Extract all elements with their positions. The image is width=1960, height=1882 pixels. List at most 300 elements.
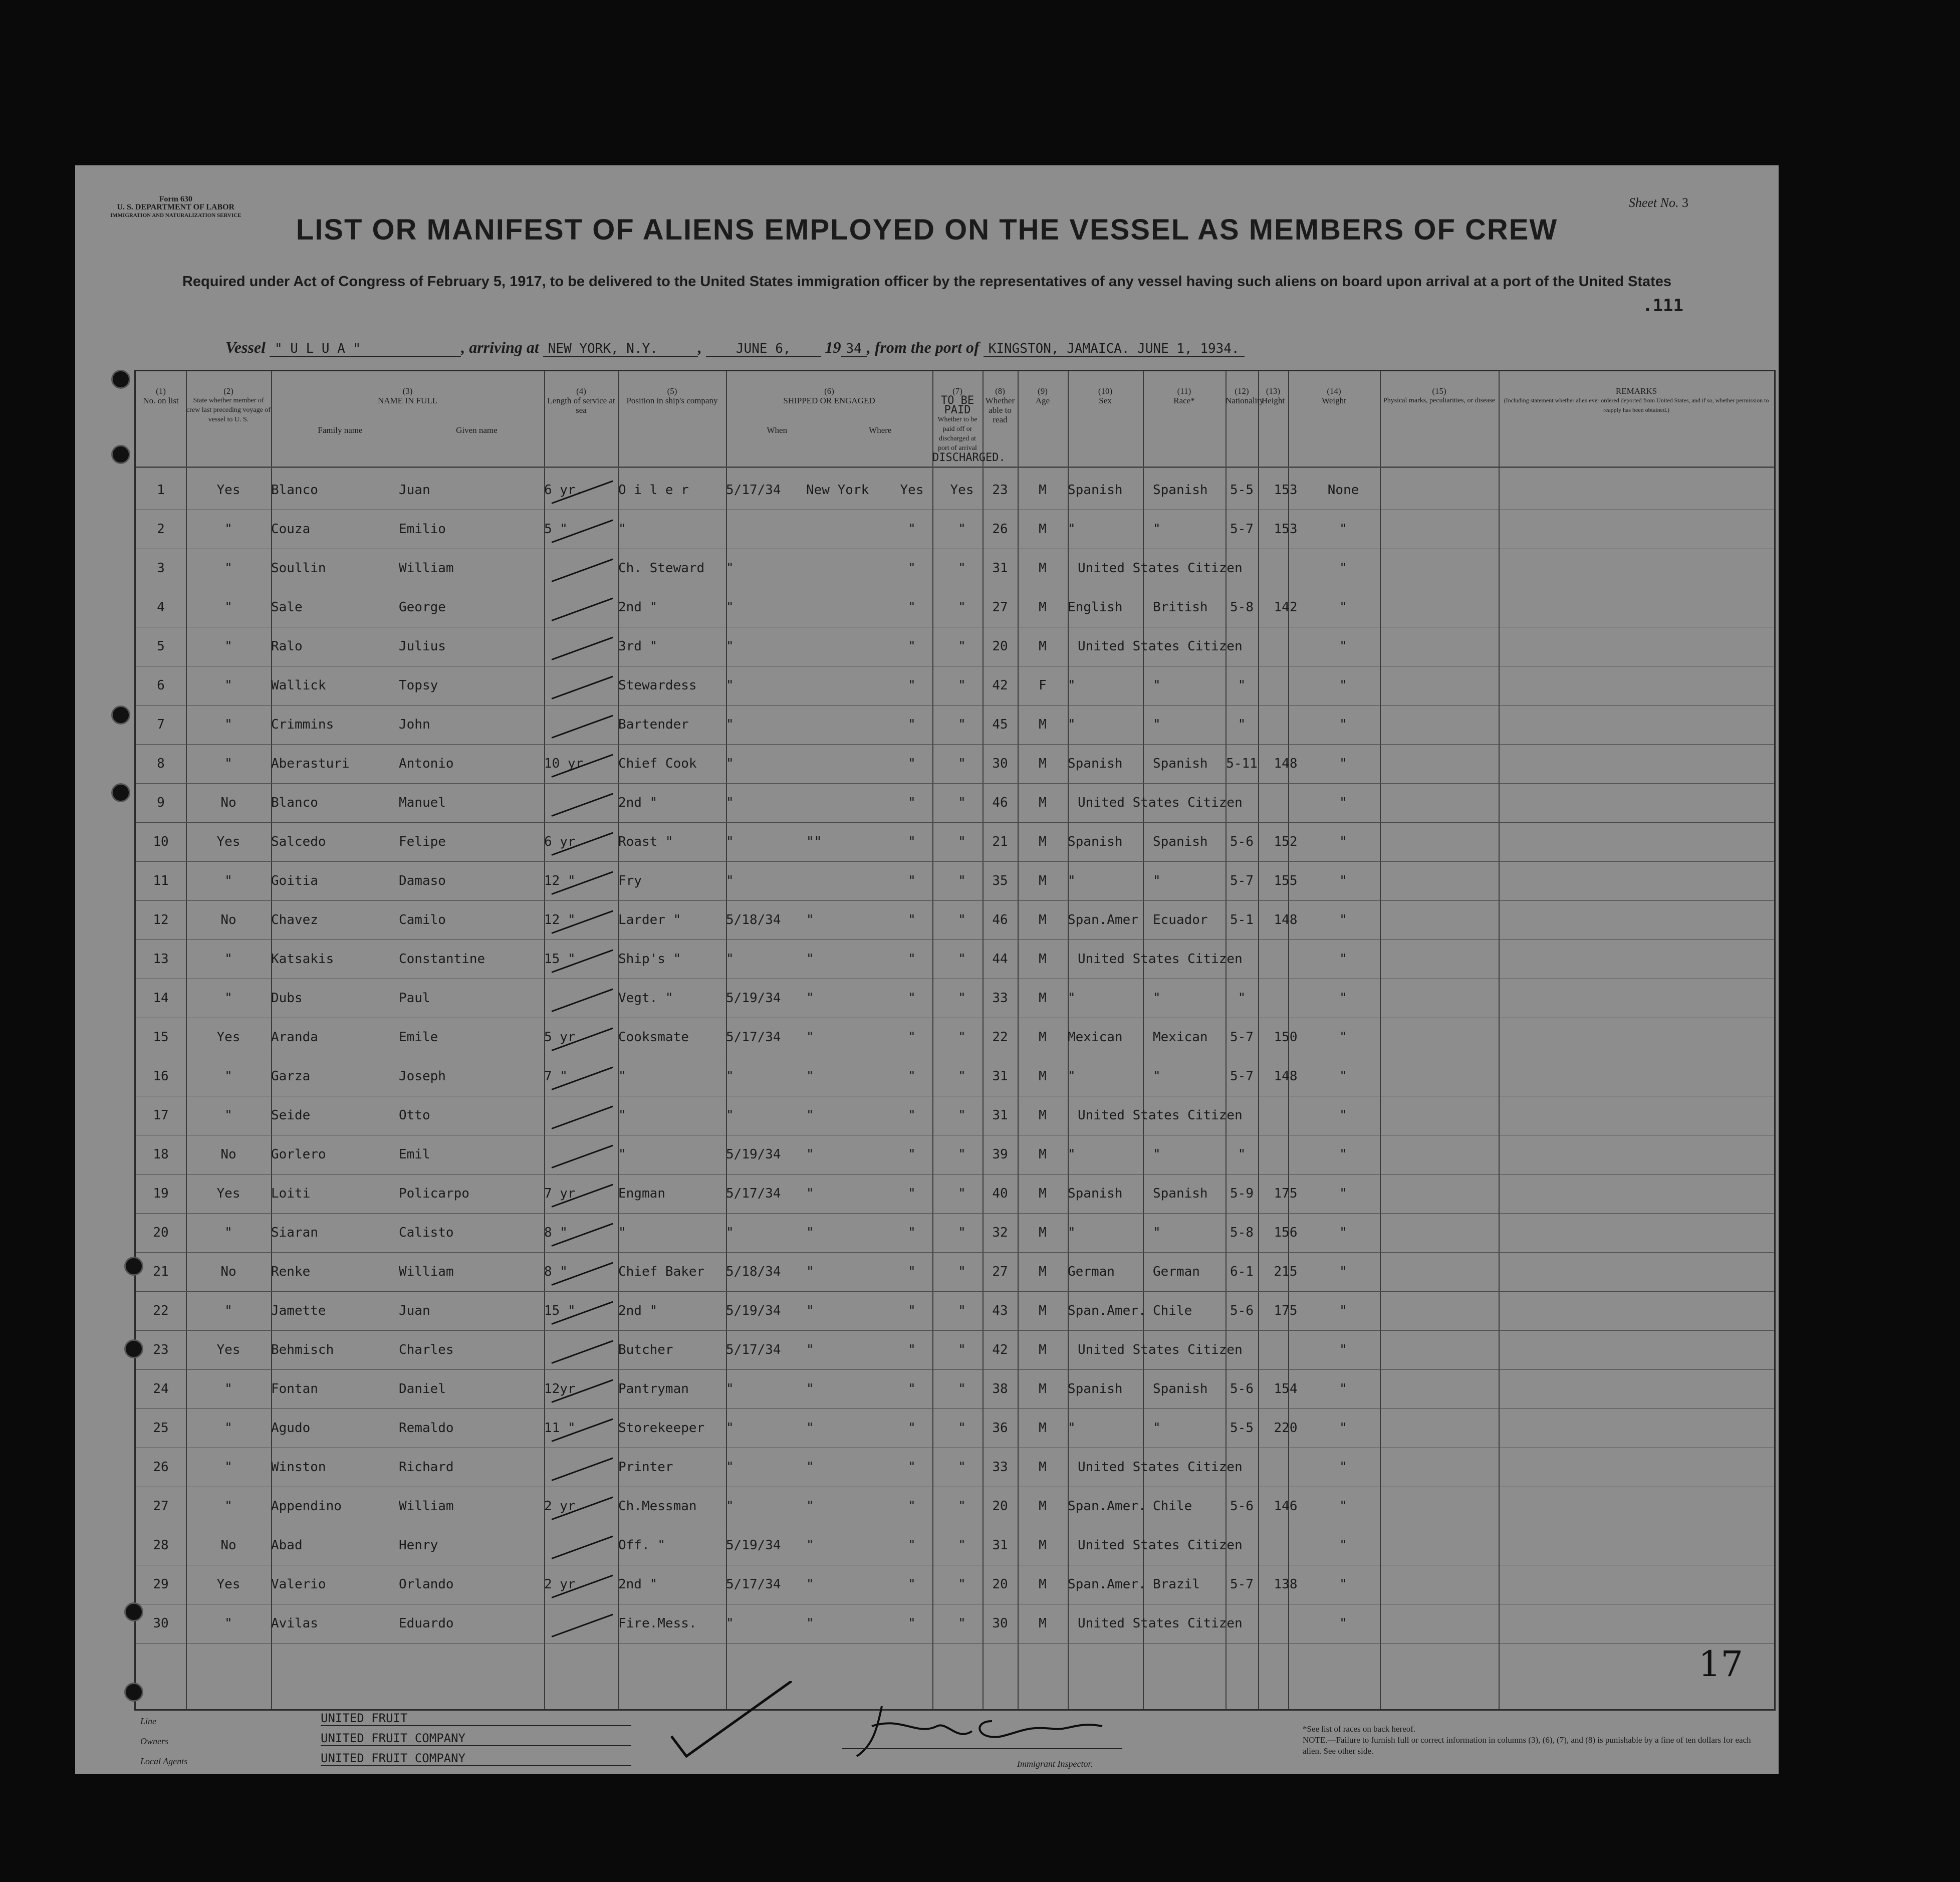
cell-paid: ": [908, 1538, 916, 1553]
cell-paid: ": [908, 1577, 916, 1592]
cell-n: 7: [157, 717, 165, 732]
cell-n: 23: [153, 1342, 169, 1357]
cell-where: ": [806, 1108, 814, 1123]
cell-len: 2 yr: [544, 1499, 576, 1514]
column-header: [186, 386, 271, 424]
cell-w: 155: [1274, 873, 1298, 888]
cell-sex: M: [1039, 483, 1047, 498]
cell-race: Spanish: [1068, 1186, 1123, 1201]
cell-h: 6-1: [1230, 1264, 1254, 1279]
column-header: [1226, 386, 1264, 405]
cell-h: 5-8: [1230, 1225, 1254, 1240]
cell-pos: 2nd ": [618, 1577, 658, 1592]
cell-nat: ": [1153, 1069, 1161, 1084]
cell-giv: Otto: [399, 1108, 430, 1123]
cell-when: 5/17/34: [726, 1030, 781, 1045]
cell-age: 31: [992, 1538, 1008, 1553]
cell-pos: Fry: [618, 873, 642, 888]
cell-marks: ": [1339, 952, 1347, 967]
cell-race: ": [1068, 717, 1076, 732]
column-number: (10): [1098, 386, 1113, 396]
cell-len: 6 yr: [544, 834, 576, 849]
cell-race: Spanish: [1068, 1381, 1123, 1396]
column-header: [1018, 386, 1068, 405]
cell-h: 5-5: [1230, 1421, 1254, 1436]
cell-pos: ": [618, 1069, 626, 1084]
table-row: [136, 628, 1774, 667]
cell-h: 5-7: [1230, 1030, 1254, 1045]
cell-sex: M: [1039, 1030, 1047, 1045]
cell-marks: ": [1339, 561, 1347, 576]
cell-marks: ": [1339, 1147, 1347, 1162]
form-dept: U. S. DEPARTMENT OF LABOR: [117, 203, 235, 211]
cell-prev: ": [224, 952, 232, 967]
form-number: Form 630: [159, 195, 192, 203]
column-header: [983, 386, 1018, 424]
cell-fam: Jamette: [271, 1303, 326, 1318]
cell-paid: ": [908, 522, 916, 537]
check-stroke: [551, 598, 613, 621]
table-row: [136, 472, 1774, 511]
cell-when: ": [726, 1616, 734, 1631]
cell-w: 156: [1274, 1225, 1298, 1240]
cell-n: 4: [157, 600, 165, 615]
cell-read: ": [958, 952, 966, 967]
cell-h: ": [1238, 991, 1246, 1006]
vessel-name: " U L U A ": [270, 341, 461, 357]
year-prefix: 19: [825, 338, 841, 356]
cell-marks: ": [1339, 1030, 1347, 1045]
cell-fam: Crimmins: [271, 717, 334, 732]
cell-nat: ": [1153, 1225, 1161, 1240]
cell-marks: ": [1339, 1499, 1347, 1514]
cell-prev: Yes: [216, 483, 240, 498]
row-rule: [136, 1291, 1774, 1292]
cell-w: 150: [1274, 1030, 1298, 1045]
cell-where: ": [806, 991, 814, 1006]
table-row: [136, 1605, 1774, 1644]
cell-age: 22: [992, 1030, 1008, 1045]
cell-when: 5/19/34: [726, 1147, 781, 1162]
cell-fam: Soullin: [271, 561, 326, 576]
cell-when: ": [726, 834, 734, 849]
cell-h: ": [1238, 1147, 1246, 1162]
cell-sex: M: [1039, 991, 1047, 1006]
cell-len: 15 ": [544, 1303, 576, 1318]
table-row: [136, 1331, 1774, 1370]
column-header: [1288, 386, 1380, 405]
cell-marks: ": [1339, 1342, 1347, 1357]
cell-h: ": [1238, 717, 1246, 732]
cell-fam: Agudo: [271, 1421, 311, 1436]
table-row: [136, 1566, 1774, 1605]
column-label: Physical marks, peculiarities, or disease: [1383, 397, 1496, 404]
cell-race: United States Citizen: [1078, 1460, 1243, 1475]
check-stroke: [551, 989, 613, 1012]
footer: [110, 1711, 1779, 1774]
cell-fam: Dubs: [271, 991, 303, 1006]
cell-sex: M: [1039, 912, 1047, 927]
row-rule: [136, 1369, 1774, 1370]
cell-nat: Chile: [1153, 1303, 1192, 1318]
row-rule: [136, 861, 1774, 862]
cell-paid: ": [908, 600, 916, 615]
cell-marks: ": [1339, 600, 1347, 615]
owners-value: UNITED FRUIT COMPANY: [321, 1731, 631, 1746]
cell-age: 31: [992, 1069, 1008, 1084]
cell-where: "": [806, 834, 822, 849]
cell-marks: None: [1327, 483, 1359, 498]
cell-race: Spanish: [1068, 483, 1123, 498]
cell-race: Span.Amer.: [1068, 1499, 1146, 1514]
cell-race: Spanish: [1068, 756, 1123, 771]
cell-len: 8 ": [544, 1264, 568, 1279]
cell-giv: William: [399, 561, 454, 576]
cell-marks: ": [1339, 1577, 1347, 1592]
cell-read: ": [958, 678, 966, 693]
cell-nat: Spanish: [1153, 483, 1208, 498]
check-stroke: [551, 676, 613, 699]
cell-w: 215: [1274, 1264, 1298, 1279]
cell-read: ": [958, 834, 966, 849]
column-label: Height: [1261, 396, 1285, 405]
cell-race: Span.Amer.: [1068, 1577, 1146, 1592]
column-label: No. on list: [143, 396, 179, 405]
cell-len: 12yr: [544, 1381, 576, 1396]
cell-sex: M: [1039, 1069, 1047, 1084]
vessel-label: Vessel: [225, 338, 266, 356]
cell-h: 5-7: [1230, 873, 1254, 888]
cell-when: 5/19/34: [726, 991, 781, 1006]
punch-hole: [124, 1257, 143, 1276]
cell-nat: Spanish: [1153, 756, 1208, 771]
column-header: [1380, 386, 1499, 405]
column-number: (3): [402, 386, 413, 396]
check-stroke: [551, 1145, 613, 1168]
cell-nat: Ecuador: [1153, 912, 1208, 927]
cell-giv: Daniel: [399, 1381, 446, 1396]
column-number: (14): [1327, 386, 1341, 396]
cell-h: 5-6: [1230, 1303, 1254, 1318]
cell-marks: ": [1339, 1421, 1347, 1436]
cell-where: ": [806, 1030, 814, 1045]
cell-pos: 2nd ": [618, 600, 658, 615]
cell-when: 5/17/34: [726, 1577, 781, 1592]
cell-giv: Orlando: [399, 1577, 454, 1592]
cell-prev: Yes: [216, 1186, 240, 1201]
cell-read: ": [958, 756, 966, 771]
cell-giv: Juan: [399, 483, 430, 498]
table-row: [136, 1058, 1774, 1097]
cell-n: 13: [153, 952, 169, 967]
cell-sex: M: [1039, 1147, 1047, 1162]
cell-paid: ": [908, 795, 916, 810]
table-row: [136, 980, 1774, 1019]
cell-where: ": [806, 1381, 814, 1396]
table-row: [136, 940, 1774, 980]
cell-n: 25: [153, 1421, 169, 1436]
cell-w: 148: [1274, 756, 1298, 771]
cell-pos: O i l e r: [618, 483, 689, 498]
arriving-label: arriving at: [469, 338, 539, 356]
row-rule: [136, 1408, 1774, 1409]
table-row: [136, 1214, 1774, 1253]
cell-age: 43: [992, 1303, 1008, 1318]
cell-marks: ": [1339, 1460, 1347, 1475]
cell-pos: Ch. Steward: [618, 561, 705, 576]
cell-where: ": [806, 1499, 814, 1514]
check-stroke: [551, 793, 613, 817]
cell-h: 5-1: [1230, 912, 1254, 927]
cell-sex: M: [1039, 1225, 1047, 1240]
cell-fam: Gorlero: [271, 1147, 326, 1162]
cell-giv: Calisto: [399, 1225, 454, 1240]
cell-n: 15: [153, 1030, 169, 1045]
table-row: [136, 1370, 1774, 1409]
table-row: [136, 745, 1774, 784]
cell-read: ": [958, 717, 966, 732]
cell-pos: 2nd ": [618, 1303, 658, 1318]
cell-read: ": [958, 1381, 966, 1396]
cell-len: 12 ": [544, 912, 576, 927]
cell-nat: ": [1153, 678, 1161, 693]
cell-paid: ": [908, 1342, 916, 1357]
cell-paid: ": [908, 1108, 916, 1123]
check-stroke: [551, 559, 613, 582]
cell-giv: Felipe: [399, 834, 446, 849]
cell-sex: M: [1039, 522, 1047, 537]
cell-prev: No: [220, 1264, 236, 1279]
table-row: [136, 1253, 1774, 1292]
cell-paid: ": [908, 1225, 916, 1240]
cell-paid: ": [908, 1030, 916, 1045]
cell-fam: Siaran: [271, 1225, 318, 1240]
cell-prev: ": [224, 991, 232, 1006]
cell-read: ": [958, 522, 966, 537]
check-stroke: [551, 1536, 613, 1559]
cell-pos: Roast ": [618, 834, 673, 849]
cell-age: 39: [992, 1147, 1008, 1162]
cell-age: 33: [992, 1460, 1008, 1475]
arrival-date: JUNE 6,: [706, 341, 821, 357]
arrival-year: 34: [841, 341, 867, 357]
cell-h: 5-6: [1230, 1381, 1254, 1396]
cell-fam: Abad: [271, 1538, 303, 1553]
cell-where: ": [806, 1577, 814, 1592]
cell-giv: Eduardo: [399, 1616, 454, 1631]
cell-nat: Spanish: [1153, 1381, 1208, 1396]
column-header: [1143, 386, 1226, 405]
cell-sex: M: [1039, 1108, 1047, 1123]
cell-read: ": [958, 1577, 966, 1592]
table-row: [136, 667, 1774, 706]
cell-giv: Antonio: [399, 756, 454, 771]
cell-giv: Juan: [399, 1303, 430, 1318]
cell-fam: Aranda: [271, 1030, 318, 1045]
cell-pos: Fire.Mess.: [618, 1616, 697, 1631]
cell-age: 42: [992, 1342, 1008, 1357]
cell-nat: Mexican: [1153, 1030, 1208, 1045]
cell-read: ": [958, 1069, 966, 1084]
cell-giv: John: [399, 717, 430, 732]
cell-pos: Stewardess: [618, 678, 697, 693]
cell-sex: M: [1039, 952, 1047, 967]
column-label: Nationality: [1226, 396, 1264, 405]
column-number: (12): [1235, 386, 1249, 396]
cell-read: ": [958, 1499, 966, 1514]
cell-fam: Appendino: [271, 1499, 342, 1514]
cell-prev: ": [224, 1108, 232, 1123]
cell-when: 5/19/34: [726, 1538, 781, 1553]
cell-marks: ": [1339, 1264, 1347, 1279]
column-label: SHIPPED OR ENGAGED: [783, 396, 875, 405]
column-label: Position in ship's company: [626, 396, 718, 405]
column-subheader: (Including statement whether alien ever ordered deported from United States, and if so, whether permission to reapply has been obtained.): [1504, 397, 1769, 413]
cell-read: ": [958, 1108, 966, 1123]
cell-race: ": [1068, 991, 1076, 1006]
cell-w: 154: [1274, 1381, 1298, 1396]
cell-pos: Ch.Messman: [618, 1499, 697, 1514]
cell-prev: ": [224, 1225, 232, 1240]
cell-when: ": [726, 561, 734, 576]
cell-pos: Chief Cook: [618, 756, 697, 771]
footnote-penalty: NOTE.—Failure to furnish full or correct information in columns (3), (6), (7), and (8) is punishable by a fine of ten dollars for each alien. See other side.: [1303, 1735, 1751, 1756]
cell-len: 6 yr.: [544, 483, 584, 498]
cell-age: 42: [992, 678, 1008, 693]
agents-label: Local Agents: [140, 1756, 188, 1766]
cell-h: 5-8: [1230, 600, 1254, 615]
row-rule: [136, 744, 1774, 745]
cell-n: 8: [157, 756, 165, 771]
cell-prev: ": [224, 1421, 232, 1436]
cell-fam: Behmisch: [271, 1342, 334, 1357]
cell-giv: Charles: [399, 1342, 454, 1357]
row-rule: [136, 783, 1774, 784]
cell-marks: ": [1339, 834, 1347, 849]
cell-age: 20: [992, 639, 1008, 654]
cell-when: 5/17/34: [726, 483, 781, 498]
cell-paid: ": [908, 639, 916, 654]
table-row: [136, 1019, 1774, 1058]
cell-read: ": [958, 873, 966, 888]
cell-n: 14: [153, 991, 169, 1006]
cell-age: 31: [992, 561, 1008, 576]
cell-nat: ": [1153, 873, 1161, 888]
cell-fam: Garza: [271, 1069, 311, 1084]
cell-paid: ": [908, 1186, 916, 1201]
cell-prev: ": [224, 561, 232, 576]
cell-where: ": [806, 1186, 814, 1201]
cell-read: ": [958, 1264, 966, 1279]
cell-fam: Valerio: [271, 1577, 326, 1592]
cell-when: ": [726, 873, 734, 888]
check-stroke: [551, 637, 613, 660]
cell-where: ": [806, 1069, 814, 1084]
cell-fam: Renke: [271, 1264, 311, 1279]
cell-prev: ": [224, 756, 232, 771]
column-number: (13): [1266, 386, 1281, 396]
cell-n: 11: [153, 873, 169, 888]
cell-giv: Remaldo: [399, 1421, 454, 1436]
cell-paid: ": [908, 1460, 916, 1475]
cell-n: 26: [153, 1460, 169, 1475]
cell-race: Span.Amer.: [1068, 1303, 1146, 1318]
cell-where: ": [806, 912, 814, 927]
cell-paid: ": [908, 873, 916, 888]
cell-fam: Couza: [271, 522, 311, 537]
cell-age: 36: [992, 1421, 1008, 1436]
owners-label: Owners: [140, 1736, 169, 1746]
cell-race: United States Citizen: [1078, 952, 1243, 967]
column-subheader: Where: [869, 425, 892, 435]
cell-pos: Cooksmate: [618, 1030, 689, 1045]
cell-fam: Salcedo: [271, 834, 326, 849]
cell-marks: ": [1339, 873, 1347, 888]
column-number: (9): [1038, 386, 1048, 396]
cell-pos: 2nd ": [618, 795, 658, 810]
cell-fam: Seide: [271, 1108, 311, 1123]
cell-len: 11 ": [544, 1421, 576, 1436]
cell-where: ": [806, 1460, 814, 1475]
cell-len: 7 ": [544, 1069, 568, 1084]
cell-n: 1: [157, 483, 165, 498]
table-row: [136, 862, 1774, 901]
cell-paid: ": [908, 678, 916, 693]
check-mark: [666, 1681, 797, 1761]
cell-pos: ": [618, 522, 626, 537]
column-header: [1068, 386, 1143, 405]
cell-paid: ": [908, 834, 916, 849]
cell-where: ": [806, 1342, 814, 1357]
cell-marks: ": [1339, 717, 1347, 732]
cell-age: 20: [992, 1499, 1008, 1514]
cell-prev: Yes: [216, 1030, 240, 1045]
cell-age: 30: [992, 1616, 1008, 1631]
cell-paid: ": [908, 991, 916, 1006]
column-header: [1499, 386, 1774, 415]
check-stroke: [551, 1458, 613, 1481]
stamp-text: TO BE PAID: [940, 394, 974, 416]
column-subheader: When: [767, 425, 788, 435]
cell-marks: ": [1339, 1381, 1347, 1396]
cell-where: ": [806, 1225, 814, 1240]
cell-sex: M: [1039, 600, 1047, 615]
cell-read: ": [958, 639, 966, 654]
cell-pos: Chief Baker: [618, 1264, 705, 1279]
cell-age: 20: [992, 1577, 1008, 1592]
cell-paid: ": [908, 756, 916, 771]
cell-giv: Paul: [399, 991, 430, 1006]
column-label: NAME IN FULL: [378, 396, 437, 405]
cell-marks: ": [1339, 912, 1347, 927]
cell-race: Mexican: [1068, 1030, 1123, 1045]
cell-pos: Ship's ": [618, 952, 681, 967]
cell-read: ": [958, 1186, 966, 1201]
punch-hole: [124, 1339, 143, 1358]
cell-sex: M: [1039, 561, 1047, 576]
cell-h: 5-7: [1230, 1577, 1254, 1592]
column-header: [726, 386, 932, 435]
cell-paid: ": [908, 1499, 916, 1514]
cell-giv: Richard: [399, 1460, 454, 1475]
cell-when: 5/19/34: [726, 1303, 781, 1318]
cell-giv: Emil: [399, 1147, 430, 1162]
cell-giv: Topsy: [399, 678, 438, 693]
cell-prev: ": [224, 1381, 232, 1396]
cell-pos: ": [618, 1225, 626, 1240]
cell-sex: M: [1039, 1499, 1047, 1514]
column-number: (15): [1432, 386, 1446, 396]
